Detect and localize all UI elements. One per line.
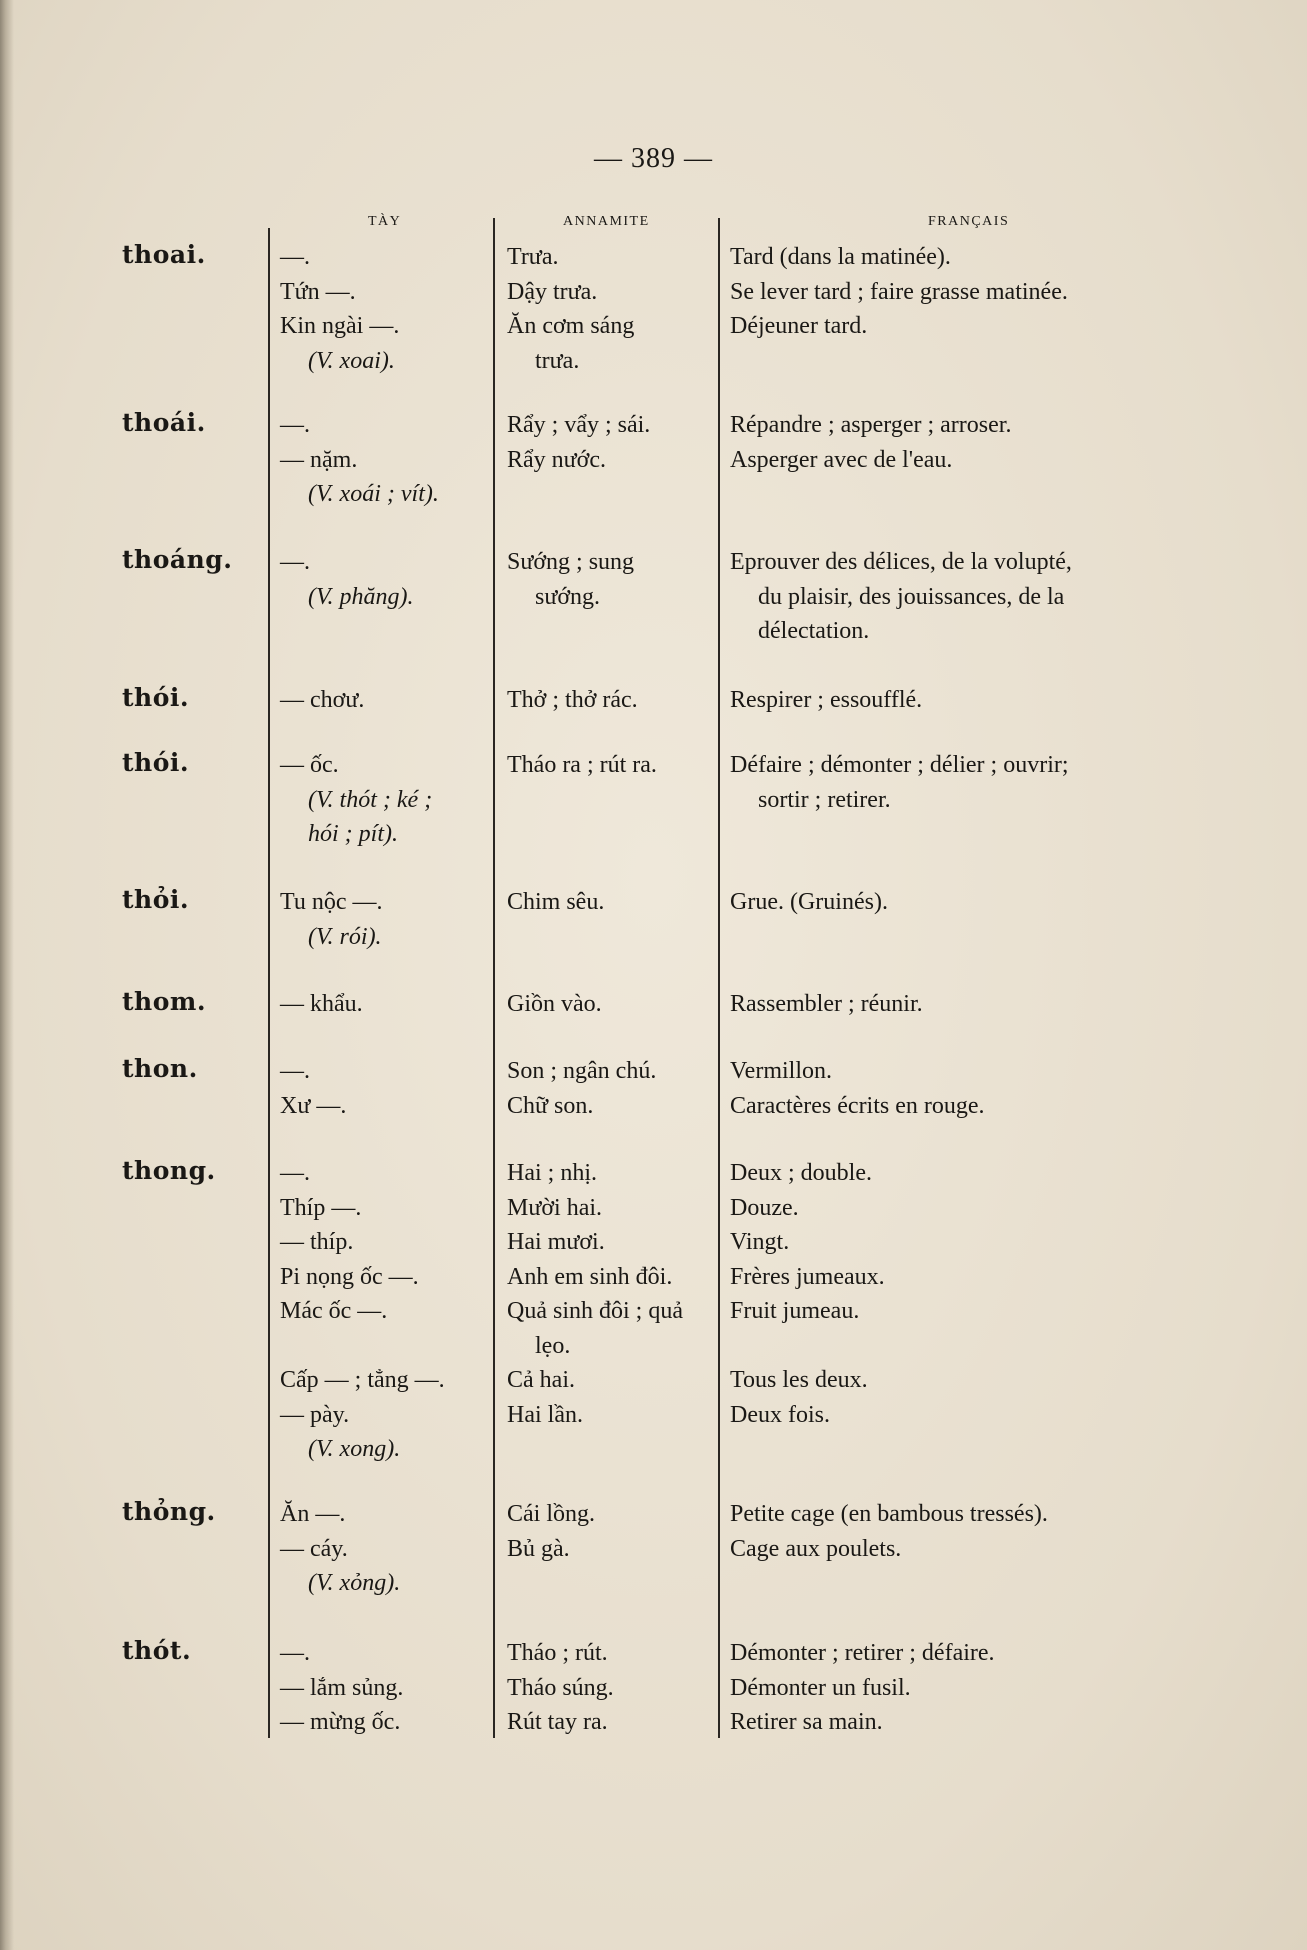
francais-column: [730, 1497, 1150, 1566]
annamite-line: Ăn cơm sáng: [507, 313, 635, 339]
annamite-line: Anh em sinh đôi.: [507, 1263, 673, 1290]
francais-line: Petite cage (en bambous tressés).: [730, 1501, 1048, 1527]
francais-line: délectation.: [758, 618, 870, 644]
annamite-line: lẹo.: [535, 1332, 571, 1359]
annamite-line: Dậy trưa.: [507, 278, 598, 305]
annamite-line: Thở ; thở rác.: [507, 687, 638, 713]
francais-column: [730, 1054, 1150, 1123]
francais-line: Se lever tard ; faire grasse matinée.: [730, 278, 1068, 305]
francais-column: [730, 987, 1150, 1022]
francais-line: Tard (dans la matinée).: [730, 244, 951, 270]
tay-line: — lắm sủng.: [280, 1674, 404, 1701]
tay-line: (V. thót ; ké ;: [308, 786, 433, 813]
annamite-column: [507, 987, 717, 1022]
francais-column: [730, 683, 1150, 718]
annamite-line: Tháo ; rút.: [507, 1640, 608, 1666]
annamite-line: Rẩy ; vẩy ; sái.: [507, 412, 651, 438]
tay-line: — thíp.: [280, 1229, 354, 1255]
tay-column: [280, 885, 490, 954]
francais-line: Vermillon.: [730, 1058, 832, 1084]
francais-line: Déjeuner tard.: [730, 313, 868, 339]
francais-line: Répandre ; asperger ; arroser.: [730, 412, 1012, 438]
annamite-column: [507, 885, 717, 920]
francais-line: Démonter ; retirer ; défaire.: [730, 1640, 995, 1666]
tay-line: (V. xoái ; vít).: [308, 481, 439, 507]
tay-line: — cáy.: [280, 1535, 348, 1562]
column-header-francais: FRANÇAIS: [928, 214, 1010, 229]
tay-line: —.: [280, 1640, 310, 1666]
headword: thom.: [122, 987, 207, 1016]
headword: thói.: [122, 683, 190, 712]
tay-line: — khẩu.: [280, 991, 363, 1017]
francais-line: Douze.: [730, 1194, 799, 1221]
francais-line: Démonter un fusil.: [730, 1674, 911, 1701]
annamite-line: Rút tay ra.: [507, 1709, 608, 1735]
annamite-line: Tháo ra ; rút ra.: [507, 752, 657, 778]
headword: thong.: [122, 1156, 216, 1185]
tay-line: [280, 1329, 490, 1364]
page-edge-shadow: [0, 0, 14, 1950]
annamite-column: [507, 748, 717, 783]
column-divider-left: [268, 228, 270, 1738]
tay-line: —.: [280, 1160, 310, 1186]
annamite-column: [507, 683, 717, 718]
francais-line: Rassembler ; réunir.: [730, 991, 923, 1017]
tay-line: — chơư.: [280, 687, 365, 713]
headword: thói.: [122, 748, 190, 777]
francais-line: Vingt.: [730, 1229, 790, 1255]
tay-line: Kin ngài —.: [280, 313, 400, 339]
tay-line: — mừng ốc.: [280, 1709, 401, 1735]
tay-column: [280, 1636, 490, 1740]
francais-column: [730, 240, 1150, 344]
tay-line: (V. xỏng).: [308, 1570, 401, 1596]
francais-column: [730, 748, 1150, 817]
headword: thon.: [122, 1054, 198, 1083]
francais-line: du plaisir, des jouissances, de la: [758, 583, 1065, 610]
annamite-line: Tháo súng.: [507, 1674, 614, 1701]
francais-line: Asperger avec de l'eau.: [730, 446, 953, 473]
francais-line: Retirer sa main.: [730, 1709, 883, 1735]
tay-column: [280, 1497, 490, 1601]
tay-line: Xư —.: [280, 1092, 347, 1119]
headword: thoai.: [122, 240, 206, 269]
annamite-line: Quả sinh đôi ; quả: [507, 1298, 683, 1324]
tay-column: [280, 1054, 490, 1123]
tay-column: [280, 683, 490, 718]
tay-line: (V. xong).: [308, 1436, 401, 1462]
annamite-line: Sướng ; sung: [507, 549, 635, 575]
francais-line: Tous les deux.: [730, 1367, 868, 1393]
annamite-line: Chữ son.: [507, 1092, 594, 1119]
francais-line: Deux fois.: [730, 1401, 830, 1428]
column-header-annamite: ANNAMITE: [563, 214, 650, 229]
francais-line: [730, 1329, 1150, 1364]
tay-column: [280, 545, 490, 614]
francais-line: Deux ; double.: [730, 1160, 872, 1186]
francais-column: [730, 1636, 1150, 1740]
headword: thoáng.: [122, 545, 233, 574]
annamite-line: Hai mươi.: [507, 1229, 605, 1255]
annamite-column: [507, 408, 717, 477]
tay-line: — pày.: [280, 1401, 350, 1428]
column-divider-right: [718, 218, 720, 1738]
tay-line: Ăn —.: [280, 1501, 346, 1527]
annamite-column: [507, 240, 717, 378]
annamite-line: Cả hai.: [507, 1367, 575, 1393]
headword: thỏng.: [122, 1497, 216, 1526]
annamite-line: Trưa.: [507, 244, 559, 270]
francais-column: [730, 545, 1150, 649]
annamite-line: Hai lần.: [507, 1401, 583, 1428]
tay-line: Thíp —.: [280, 1194, 362, 1221]
tay-line: Tứn —.: [280, 278, 356, 305]
francais-line: sortir ; retirer.: [758, 786, 891, 813]
column-divider-middle: [493, 218, 495, 1738]
annamite-line: sướng.: [535, 583, 601, 610]
francais-line: Frères jumeaux.: [730, 1263, 885, 1290]
tay-line: Mác ốc —.: [280, 1298, 388, 1324]
page-number: — 389 —: [594, 143, 713, 174]
tay-line: —.: [280, 1058, 310, 1084]
tay-line: hói ; pít).: [308, 821, 398, 847]
tay-column: [280, 1156, 490, 1467]
annamite-line: Cái lồng.: [507, 1501, 595, 1527]
annamite-line: Giồn vào.: [507, 991, 602, 1017]
francais-line: Caractères écrits en rouge.: [730, 1092, 985, 1119]
francais-column: [730, 1156, 1150, 1432]
tay-line: (V. xoai).: [308, 347, 395, 374]
francais-column: [730, 885, 1150, 920]
annamite-line: trưa.: [535, 347, 580, 374]
tay-line: Cấp — ; tẳng —.: [280, 1367, 445, 1393]
annamite-column: [507, 1156, 717, 1432]
tay-column: [280, 408, 490, 512]
annamite-column: [507, 1054, 717, 1123]
annamite-line: Bủ gà.: [507, 1535, 570, 1562]
tay-line: —.: [280, 412, 310, 438]
headword: thỏi.: [122, 885, 190, 914]
francais-line: Respirer ; essoufflé.: [730, 687, 923, 713]
annamite-line: Rẩy nước.: [507, 446, 607, 473]
tay-line: (V. phăng).: [308, 583, 414, 610]
francais-line: Défaire ; démonter ; délier ; ouvrir;: [730, 752, 1069, 778]
annamite-line: Chim sêu.: [507, 889, 605, 915]
tay-line: —.: [280, 244, 310, 270]
tay-line: — nặm.: [280, 446, 358, 473]
tay-column: [280, 240, 490, 378]
francais-line: Fruit jumeau.: [730, 1298, 860, 1324]
annamite-line: Mười hai.: [507, 1194, 603, 1221]
tay-line: —.: [280, 549, 310, 575]
annamite-line: Hai ; nhị.: [507, 1160, 597, 1186]
column-header-tay: TÀY: [368, 214, 402, 229]
headword: thót.: [122, 1636, 192, 1665]
annamite-column: [507, 545, 717, 614]
francais-line: Grue. (Gruinés).: [730, 889, 888, 915]
tay-line: Pi nọng ốc —.: [280, 1263, 419, 1290]
tay-line: Tu nộc —.: [280, 889, 383, 915]
annamite-column: [507, 1636, 717, 1740]
francais-line: Eprouver des délices, de la volupté,: [730, 549, 1072, 575]
tay-column: [280, 987, 490, 1022]
francais-column: [730, 408, 1150, 477]
headword: thoái.: [122, 408, 206, 437]
annamite-column: [507, 1497, 717, 1566]
tay-column: [280, 748, 490, 852]
annamite-line: Son ; ngân chú.: [507, 1058, 657, 1084]
francais-line: Cage aux poulets.: [730, 1535, 902, 1562]
tay-line: (V. rói).: [308, 923, 382, 950]
tay-line: — ốc.: [280, 752, 339, 778]
